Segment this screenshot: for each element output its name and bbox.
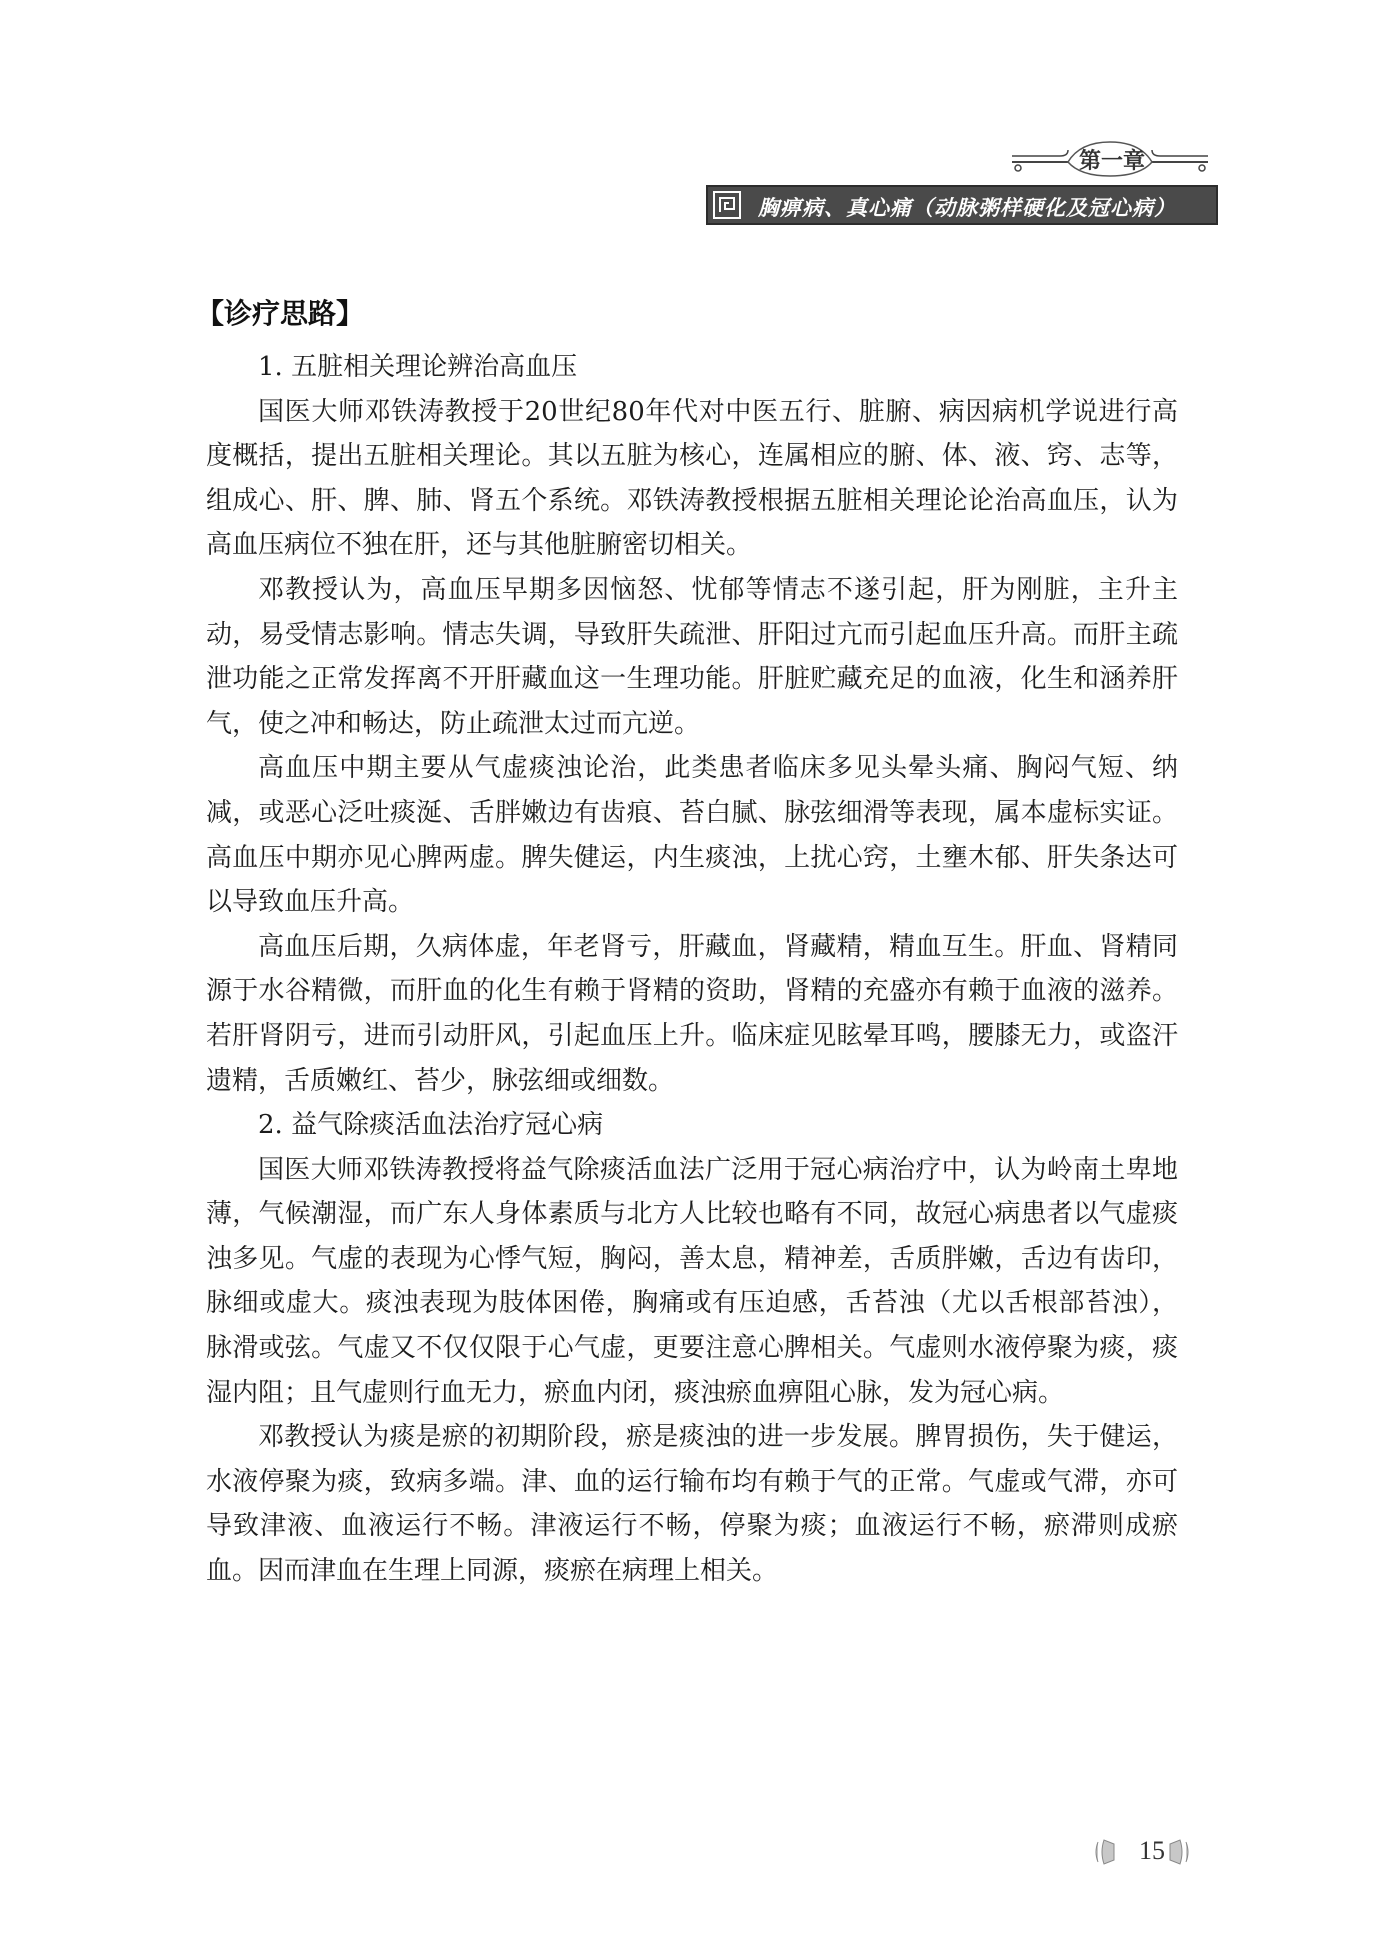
paragraph: 高血压中期主要从气虚痰浊论治，此类患者临床多见头晕头痛、胸闷气短、纳减，或恶心泛吐痰涎、舌胖嫩边有齿痕、苔白腻、脉弦细滑等表现，属本虚标实证。高血压中期亦见心脾两虚。脾失健运，内生痰浊，上扰心窍，土壅木郁、肝失条达可以导致血压升高。 <box>206 753 1178 918</box>
paragraph: 国医大师邓铁涛教授于20世纪80年代对中医五行、脏腑、病因病机学说进行高度概括，提出五脏相关理论。其以五脏为核心，连属相应的腑、体、液、窍、志等，组成心、肝、脾、肺、肾五个系统。邓铁涛教授根据五脏相关理论论治高血压，认为高血压病位不独在肝，还与其他脏腑密切相关。 <box>206 396 1178 561</box>
fret-pattern-icon <box>708 187 748 223</box>
subheading-2: 2. 益气除痰活血法治疗冠心病 <box>258 1110 604 1141</box>
paragraph: 邓教授认为痰是瘀的初期阶段，瘀是痰浊的进一步发展。脾胃损伤，失于健运，水液停聚为痰，致病多端。津、血的运行输布均有赖于气的正常。气虚或气滞，亦可导致津液、血液运行不畅。津液运行不畅，停聚为痰；血液运行不畅，瘀滞则成瘀血。因而津血在生理上同源，痰瘀在病理上相关。 <box>206 1422 1178 1587</box>
chapter-label: 第一章 <box>1078 149 1145 174</box>
running-header-title: 胸痹病、真心痛（动脉粥样硬化及冠心病） <box>758 196 1176 220</box>
running-header-bar <box>706 185 1218 225</box>
subheading-1: 1. 五脏相关理论辨治高血压 <box>258 352 578 382</box>
paragraph: 国医大师邓铁涛教授将益气除痰活血法广泛用于冠心病治疗中，认为岭南土卑地薄，气候潮湿，而广东人身体素质与北方人比较也略有不同，故冠心病患者以气虚痰浊多见。气虚的表现为心悸气短，胸闷，善太息，精神差，舌质胖嫩，舌边有齿印，脉细或虚大。痰浊表现为肢体困倦，胸痛或有压迫感，舌苔浊（尤以舌根部苔浊），脉滑或弦。气虚又不仅仅限于心气虚，更要注意心脾相关。气虚则水液停聚为痰，痰湿内阻；且气虚则行血无力，瘀血内闭，痰浊瘀血痹阻心脉，发为冠心病。 <box>206 1154 1178 1408</box>
paragraph: 高血压后期，久病体虚，年老肾亏，肝藏血，肾藏精，精血互生。肝血、肾精同源于水谷精微，而肝血的化生有赖于肾精的资助，肾精的充盛亦有赖于血液的滋养。若肝肾阴亏，进而引动肝风，引起血压上升。临床症见眩晕耳鸣，腰膝无力，或盗汗遗精，舌质嫩红、苔少，脉弦细或细数。 <box>206 931 1178 1096</box>
chapter-ornament <box>1010 138 1210 188</box>
paragraph: 邓教授认为，高血压早期多因恼怒、忧郁等情志不遂引起，肝为刚脏，主升主动，易受情志影响。情志失调，导致肝失疏泄、肝阳过亢而引起血压升高。而肝主疏泄功能之正常发挥离不开肝藏血这一生理功能。肝脏贮藏充足的血液，化生和涵养肝气，使之冲和畅达，防止疏泄太过而亢逆。 <box>206 574 1178 739</box>
page-number: 15 <box>1139 1836 1165 1865</box>
section-heading: 【诊疗思路】 <box>196 297 365 330</box>
page-number-ornament <box>1092 1832 1192 1872</box>
body-text <box>206 345 1178 1594</box>
